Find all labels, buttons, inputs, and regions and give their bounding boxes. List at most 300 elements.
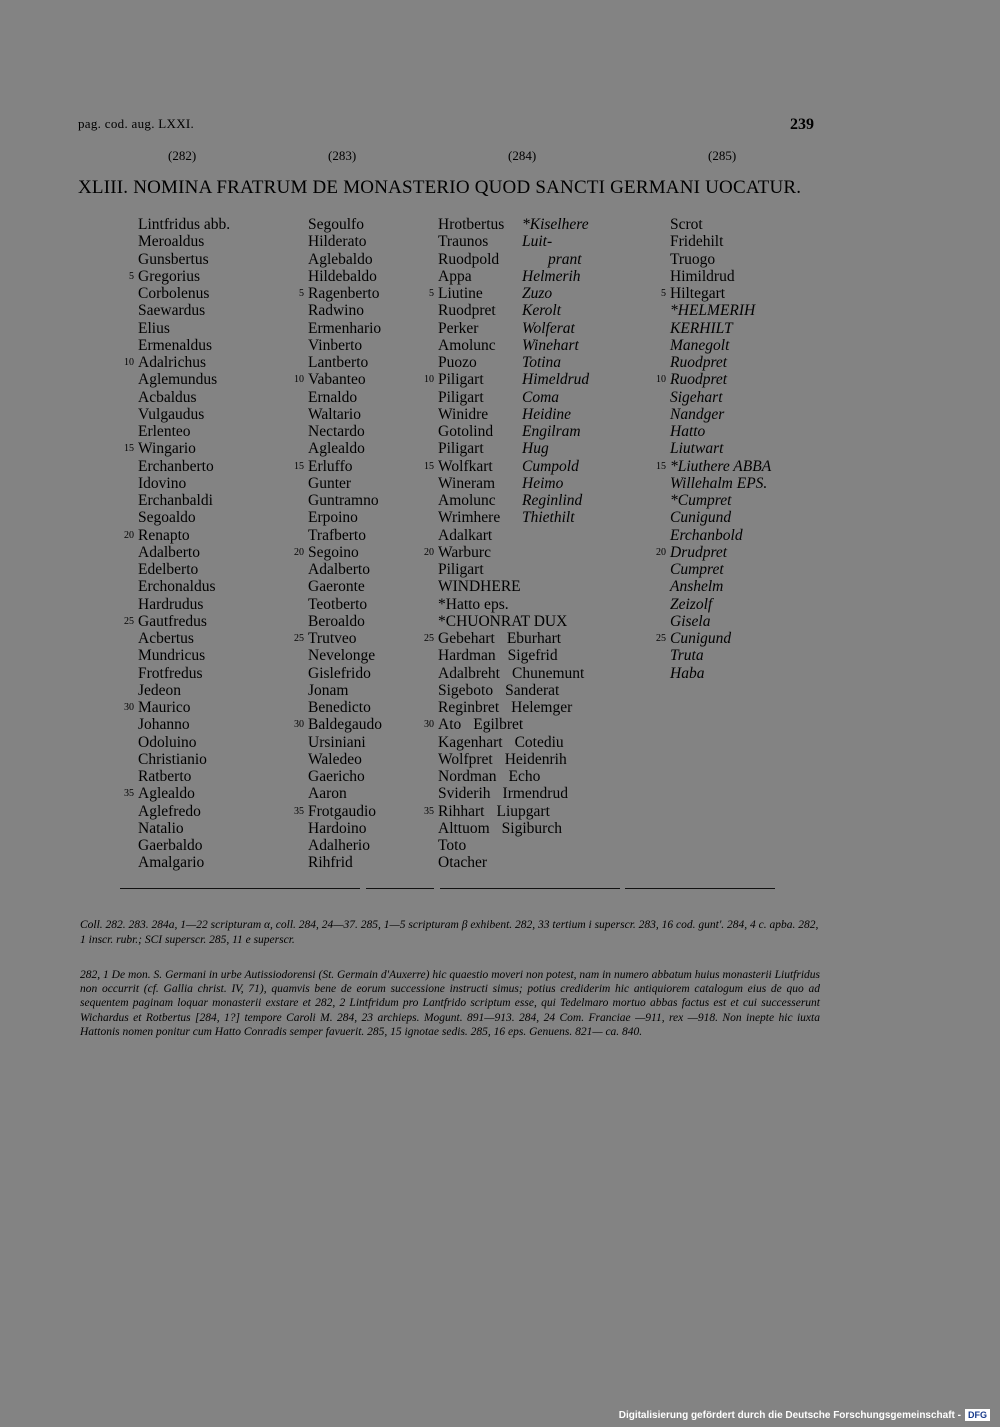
name-text-secondary: *Kiselhere bbox=[522, 216, 589, 233]
footnote-rule bbox=[120, 888, 360, 889]
name-entry bbox=[438, 251, 584, 268]
name-text: Hiltegart bbox=[670, 285, 726, 302]
name-text: Scrot bbox=[670, 216, 703, 233]
name-entry bbox=[670, 509, 771, 526]
name-text: Puozo bbox=[438, 354, 477, 371]
name-entry bbox=[438, 440, 584, 457]
name-entry bbox=[438, 682, 584, 699]
section-title: XLIII. NOMINA FRATRUM DE MONASTERIO QUOD SANCTI GERMANI UOCATUR. bbox=[78, 177, 802, 198]
name-entry bbox=[138, 371, 230, 388]
name-entry bbox=[438, 699, 584, 716]
name-entry bbox=[438, 596, 584, 613]
name-entry bbox=[294, 457, 382, 475]
line-number: 10 bbox=[424, 374, 434, 386]
name-entry bbox=[138, 578, 230, 595]
name-text: Aaron bbox=[308, 785, 347, 803]
name-entry bbox=[138, 682, 230, 699]
name-entry bbox=[438, 268, 584, 285]
name-text-secondary: Kerolt bbox=[522, 302, 562, 320]
name-entry bbox=[308, 440, 382, 457]
credit-text: Digitalisierung gefördert durch die Deutsche Forschungsgemeinschaft - bbox=[618, 1409, 961, 1421]
name-text: Piligart bbox=[438, 388, 484, 406]
line-number: 20 bbox=[656, 546, 666, 558]
name-text: Acbertus bbox=[138, 630, 194, 647]
name-text: Frotgaudio bbox=[308, 802, 377, 820]
name-entry bbox=[138, 337, 230, 354]
name-entry bbox=[438, 734, 584, 751]
dfg-logo: DFG bbox=[965, 1409, 990, 1421]
name-text: Jonam bbox=[308, 681, 349, 699]
name-text: Baldegaudo bbox=[308, 716, 383, 734]
name-entry bbox=[670, 354, 771, 371]
name-entry bbox=[138, 561, 230, 578]
name-entry bbox=[308, 561, 382, 578]
name-text-secondary: Chunemunt bbox=[511, 664, 585, 682]
name-entry bbox=[438, 406, 584, 423]
name-text-secondary: Liupgart bbox=[496, 802, 550, 820]
name-entry bbox=[138, 803, 230, 820]
name-text-secondary: Zuzo bbox=[522, 285, 553, 302]
name-text-secondary: Egilbret bbox=[473, 716, 524, 734]
name-text: Waltario bbox=[308, 405, 361, 423]
name-entry bbox=[308, 613, 382, 630]
name-entry bbox=[438, 320, 584, 337]
name-text-secondary: Sanderat bbox=[505, 681, 560, 699]
name-entry bbox=[438, 337, 584, 354]
name-text: Traunos bbox=[438, 233, 489, 251]
name-text: Sigeboto bbox=[438, 681, 494, 699]
name-text: Anshelm bbox=[670, 578, 724, 596]
name-text: Adalrichus bbox=[138, 354, 207, 371]
name-text: Otacher bbox=[438, 854, 488, 872]
name-text: Gaerbaldo bbox=[138, 837, 203, 854]
name-text: Waledeo bbox=[308, 750, 362, 768]
name-entry bbox=[138, 458, 230, 475]
name-entry bbox=[424, 457, 584, 475]
name-text: Renapto bbox=[138, 526, 190, 544]
name-entry bbox=[138, 630, 230, 647]
name-entry bbox=[438, 854, 584, 871]
name-entry bbox=[438, 751, 584, 768]
name-entry bbox=[308, 423, 382, 440]
name-entry bbox=[299, 285, 382, 302]
name-entry bbox=[670, 233, 771, 250]
name-entry bbox=[138, 544, 230, 561]
name-text-secondary: Hug bbox=[522, 440, 549, 458]
name-text: Lintfridus abb. bbox=[138, 216, 231, 233]
name-text: Gregorius bbox=[138, 267, 200, 285]
name-entry bbox=[294, 371, 382, 389]
name-text-secondary: Heimo bbox=[522, 474, 564, 492]
name-text: Willehalm EPS. bbox=[670, 474, 768, 492]
name-text: Ernaldo bbox=[308, 388, 358, 406]
column-number: (283) bbox=[328, 148, 357, 163]
name-text: Hardoino bbox=[308, 819, 367, 837]
name-text-secondary: Helemger bbox=[511, 699, 573, 716]
name-text: Hildebaldo bbox=[308, 267, 377, 285]
name-entry bbox=[138, 665, 230, 682]
name-entry bbox=[424, 716, 584, 734]
name-entry bbox=[294, 543, 382, 561]
line-number: 15 bbox=[424, 460, 434, 472]
name-entry bbox=[124, 612, 230, 630]
name-text: Reginbret bbox=[438, 699, 500, 716]
column-number: (284) bbox=[508, 148, 537, 163]
name-entry bbox=[424, 371, 590, 389]
column-number: (282) bbox=[168, 148, 197, 163]
name-entry bbox=[438, 527, 584, 544]
name-entry bbox=[138, 492, 230, 509]
name-entry bbox=[308, 251, 382, 268]
name-text: Gunter bbox=[308, 474, 352, 492]
name-entry bbox=[138, 734, 230, 751]
name-entry bbox=[670, 337, 771, 354]
name-text: Erluffo bbox=[308, 457, 353, 475]
line-number: 35 bbox=[424, 805, 434, 817]
name-text: Erchanbold bbox=[670, 526, 743, 544]
name-entry bbox=[129, 267, 230, 285]
name-entry bbox=[438, 613, 584, 630]
name-entry bbox=[308, 302, 382, 319]
name-text: Nordman bbox=[438, 768, 497, 785]
name-entry bbox=[138, 251, 230, 268]
name-text: Amalgario bbox=[138, 854, 205, 872]
name-entry bbox=[656, 457, 772, 475]
name-text: Zeizolf bbox=[670, 595, 713, 613]
name-text: Nevelonge bbox=[308, 647, 376, 665]
name-entry bbox=[308, 734, 382, 751]
name-entry bbox=[138, 820, 230, 837]
name-text: Warburc bbox=[438, 543, 491, 561]
name-text-secondary: Cotediu bbox=[514, 733, 564, 751]
name-text: Erpoino bbox=[308, 509, 358, 527]
name-entry bbox=[308, 320, 382, 337]
name-entry bbox=[424, 630, 584, 647]
name-entry bbox=[308, 682, 382, 699]
name-entry bbox=[138, 716, 230, 733]
name-text: Teotberto bbox=[308, 595, 368, 613]
name-text: Erchanbaldi bbox=[138, 492, 213, 509]
name-text: Ato bbox=[438, 716, 462, 734]
name-entry bbox=[308, 665, 382, 682]
name-text: Edelberto bbox=[138, 561, 199, 578]
name-entry bbox=[438, 216, 589, 233]
name-entry bbox=[138, 285, 230, 302]
name-text: Nectardo bbox=[308, 423, 365, 440]
name-text: Aglealdo bbox=[308, 440, 365, 458]
name-entry bbox=[429, 285, 584, 302]
name-text-secondary: Winehart bbox=[522, 336, 579, 354]
name-entry bbox=[438, 785, 584, 802]
name-entry bbox=[670, 216, 771, 233]
name-entry bbox=[138, 647, 230, 664]
name-text: Elius bbox=[138, 319, 170, 337]
name-text: Wolfpret bbox=[438, 750, 493, 768]
name-text: Vulgaudus bbox=[138, 405, 205, 423]
name-text: Beroaldo bbox=[308, 612, 365, 630]
name-text: Aglealdo bbox=[138, 785, 195, 803]
name-text: Ruodpret bbox=[438, 302, 496, 320]
name-text: Lantberto bbox=[308, 354, 369, 371]
name-text-secondary: Cumpold bbox=[522, 457, 579, 475]
name-entry bbox=[138, 406, 230, 423]
line-number: 30 bbox=[294, 719, 304, 731]
name-text: Truogo bbox=[670, 250, 716, 268]
footnote-rule bbox=[625, 888, 775, 889]
name-entry bbox=[670, 440, 771, 457]
name-text: Ragenberto bbox=[308, 285, 380, 302]
name-column-284 bbox=[424, 216, 590, 872]
name-text: Erchonaldus bbox=[138, 578, 216, 596]
name-text: Wrimhere bbox=[438, 509, 501, 527]
footnote-rule bbox=[366, 888, 434, 889]
name-text: Christianio bbox=[138, 750, 207, 768]
name-entry bbox=[656, 543, 771, 561]
name-text: Amolunc bbox=[438, 336, 496, 354]
name-text: Maurico bbox=[138, 699, 191, 716]
name-text-secondary: Wolferat bbox=[522, 319, 575, 337]
page-number: 239 bbox=[790, 116, 814, 133]
name-entry bbox=[656, 630, 771, 647]
name-entry bbox=[308, 233, 382, 250]
name-text-secondary: Himeldrud bbox=[522, 371, 590, 389]
name-entry bbox=[670, 302, 771, 319]
name-text: Meroaldus bbox=[138, 233, 205, 251]
name-entry bbox=[308, 647, 382, 664]
name-text: Jedeon bbox=[138, 681, 182, 699]
name-entry bbox=[670, 389, 771, 406]
name-text: Ermenhario bbox=[308, 319, 382, 337]
name-text: Acbaldus bbox=[138, 388, 197, 406]
name-entry bbox=[138, 302, 230, 319]
name-entry bbox=[308, 354, 382, 371]
line-number: 5 bbox=[299, 288, 304, 299]
name-text: Sviderih bbox=[438, 785, 491, 803]
name-entry bbox=[438, 302, 584, 319]
line-number: 15 bbox=[294, 460, 304, 472]
name-text: Segoino bbox=[308, 543, 359, 561]
name-entry bbox=[438, 665, 584, 682]
name-text: Gotolind bbox=[438, 423, 494, 440]
name-text: Ruodpret bbox=[670, 354, 728, 371]
name-text: Piligart bbox=[438, 440, 484, 458]
name-entry bbox=[138, 596, 230, 613]
name-text: Fridehilt bbox=[670, 233, 724, 251]
name-entry bbox=[138, 320, 230, 337]
name-entry bbox=[308, 596, 382, 613]
name-text: Trutveo bbox=[308, 630, 357, 647]
name-entry bbox=[438, 423, 584, 440]
name-text-secondary: Thiethilt bbox=[522, 509, 575, 527]
name-text: Ermenaldus bbox=[138, 336, 213, 354]
name-text: Toto bbox=[438, 837, 467, 854]
name-entry bbox=[294, 802, 382, 820]
name-text: Cumpret bbox=[670, 561, 724, 578]
name-entry bbox=[424, 543, 584, 561]
name-text: Vinberto bbox=[308, 336, 363, 354]
name-entry bbox=[124, 354, 230, 371]
name-text: Gautfredus bbox=[138, 612, 207, 630]
name-text-secondary: Irmendrud bbox=[502, 785, 568, 803]
name-text: Perker bbox=[438, 319, 479, 337]
name-entry bbox=[670, 647, 771, 664]
name-entry bbox=[438, 509, 584, 526]
line-number: 20 bbox=[424, 546, 434, 558]
name-text: Wolfkart bbox=[438, 457, 493, 475]
name-text: *Cumpret bbox=[670, 492, 732, 509]
name-text: Ratberto bbox=[138, 768, 192, 785]
name-text-secondary: Heidenrih bbox=[504, 750, 567, 768]
name-text: Drudpret bbox=[670, 543, 728, 561]
line-number: 35 bbox=[294, 805, 304, 817]
name-text: Idovino bbox=[138, 474, 187, 492]
name-text: Himildrud bbox=[670, 267, 735, 285]
line-number: 30 bbox=[424, 719, 434, 731]
name-entry bbox=[124, 785, 230, 803]
name-entry bbox=[308, 406, 382, 423]
name-entry bbox=[138, 423, 230, 440]
name-text: Hardman bbox=[438, 647, 496, 665]
name-text: Haba bbox=[670, 664, 705, 682]
name-text: Ruodpret bbox=[670, 371, 728, 389]
name-text: Johanno bbox=[138, 716, 190, 734]
name-entry bbox=[308, 578, 382, 595]
name-text: Benedicto bbox=[308, 699, 371, 716]
name-entry bbox=[424, 802, 584, 820]
name-text-secondary: Sigiburch bbox=[501, 819, 562, 837]
name-entry bbox=[308, 337, 382, 354]
name-text-secondary: prant bbox=[548, 250, 582, 268]
name-entry bbox=[670, 613, 771, 630]
name-entry bbox=[138, 233, 230, 250]
name-text: Wineram bbox=[438, 474, 496, 492]
name-text: *Liuthere ABBA bbox=[670, 457, 772, 475]
line-number: 25 bbox=[294, 633, 304, 644]
name-text: Nandger bbox=[670, 405, 725, 423]
commentary-notes: 282, 1 De mon. S. Germani in urbe Autissiodorensi (St. Germain d'Auxerre) hic quaestio moveri non potest, nam in numero abbatum huius monasterii Liutfridus non occurrit (cf. Gallia christ. IV, 71), quamvis bene de eorum successione instructi simus; potius crediderim hic antiquiorem catalogum eius de quo ad sequentem paginam loquar monasterii exstare et 282, 2 Lintfridum pro Lantfrido scriptum esse, qui Tedelmaro mortuo abbas factus est et cui successerunt Wichardus et Rotbertus [284, 1?] tempore Caroli M. 284, 23 archieps. Mogunt. 891—913. 284, 24 Com. Franciae —911, rex —918. Non inepte hic iuxta Hattonis nomen ponitur cum Hatto Conradis semper favuerit. 285, 15 ignotae sedis. 285, 16 eps. Genuens. 821— ca. 840. bbox=[80, 969, 820, 1038]
name-column-282 bbox=[124, 216, 231, 872]
name-text: Adalherio bbox=[308, 837, 370, 854]
name-entry bbox=[308, 475, 382, 492]
name-text: Vabanteo bbox=[308, 371, 366, 389]
name-text: Guntramno bbox=[308, 492, 379, 509]
name-text: Erchanberto bbox=[138, 457, 214, 475]
name-text: Ruodpold bbox=[438, 250, 500, 268]
name-text: Rihhart bbox=[438, 802, 485, 820]
name-text: Sigehart bbox=[670, 388, 723, 406]
name-text: Segoulfo bbox=[308, 216, 364, 233]
name-entry bbox=[438, 354, 584, 371]
name-text: Trafberto bbox=[308, 526, 366, 544]
name-text: Gunsbertus bbox=[138, 250, 209, 268]
name-entry bbox=[308, 699, 382, 716]
name-entry bbox=[670, 492, 771, 509]
name-text: Frotfredus bbox=[138, 664, 203, 682]
dfg-credit bbox=[619, 1409, 990, 1421]
name-text: Adalkart bbox=[438, 526, 493, 544]
line-number: 15 bbox=[124, 443, 134, 455]
name-text: WINDHERE bbox=[438, 578, 521, 596]
name-text-secondary: Eburhart bbox=[506, 630, 562, 647]
name-text: Manegolt bbox=[670, 336, 730, 354]
name-entry bbox=[138, 751, 230, 768]
name-text: Hrotbertus bbox=[438, 216, 505, 233]
name-entry bbox=[670, 561, 771, 578]
line-number: 25 bbox=[124, 615, 134, 627]
name-entry bbox=[308, 854, 382, 871]
name-text: Appa bbox=[438, 267, 472, 285]
name-entry bbox=[438, 475, 584, 492]
name-entry bbox=[438, 561, 584, 578]
line-number: 20 bbox=[294, 546, 304, 558]
name-text-secondary: Totina bbox=[522, 354, 562, 371]
name-entry bbox=[138, 768, 230, 785]
name-text: Piligart bbox=[438, 371, 484, 389]
name-entry bbox=[308, 785, 382, 802]
name-entry bbox=[138, 389, 230, 406]
line-number: 15 bbox=[656, 460, 666, 472]
name-text-secondary: Luit- bbox=[522, 233, 553, 251]
line-number: 10 bbox=[656, 374, 666, 386]
name-entry bbox=[294, 630, 382, 647]
name-text: Winidre bbox=[438, 405, 489, 423]
name-entry bbox=[438, 768, 584, 785]
name-text: KERHILT bbox=[670, 319, 733, 337]
name-text: Cunigund bbox=[670, 509, 732, 527]
name-entry bbox=[138, 509, 230, 526]
name-text: Kagenhart bbox=[438, 733, 503, 751]
name-entry bbox=[308, 216, 382, 233]
line-number: 35 bbox=[124, 788, 134, 800]
name-text: Saewardus bbox=[138, 302, 206, 320]
name-entry bbox=[308, 492, 382, 509]
name-text-secondary: Engilram bbox=[522, 423, 581, 440]
name-entry bbox=[670, 320, 771, 337]
name-entry bbox=[124, 440, 230, 458]
name-text: Liutine bbox=[438, 285, 483, 302]
line-number: 10 bbox=[294, 374, 304, 386]
critical-apparatus: Coll. 282. 283. 284a, 1—22 scripturam α, coll. 284, 24—37. 285, 1—5 scripturam β exhibent. 282, 33 tertium i superscr. 283, 16 cod. gunt'. 284, 4 c. apba. 282, 1 inscr. rubr.; SCI superscr. 285, 11 e superscr. bbox=[80, 919, 819, 946]
name-text: Corbolenus bbox=[138, 285, 210, 302]
name-entry bbox=[670, 665, 771, 682]
name-column-283 bbox=[294, 216, 383, 872]
name-entry bbox=[670, 251, 771, 268]
line-number: 5 bbox=[429, 288, 434, 299]
name-entry bbox=[124, 699, 230, 716]
line-number: 5 bbox=[661, 288, 666, 299]
name-text: Aglemundus bbox=[138, 371, 218, 389]
name-entry bbox=[438, 837, 584, 854]
name-entry bbox=[308, 820, 382, 837]
name-text: *HELMERIH bbox=[670, 302, 756, 320]
name-text-secondary: Coma bbox=[522, 388, 560, 406]
name-entry bbox=[308, 768, 382, 785]
name-entry bbox=[438, 389, 584, 406]
name-text-secondary: Reginlind bbox=[522, 492, 583, 509]
footnote-rule bbox=[440, 888, 620, 889]
name-text: Adalberto bbox=[308, 561, 370, 578]
line-number: 25 bbox=[424, 633, 434, 644]
name-text: *Hatto eps. bbox=[438, 595, 509, 613]
name-text: Gisela bbox=[670, 612, 711, 630]
name-entry bbox=[438, 578, 584, 595]
name-text: Gebehart bbox=[438, 630, 495, 647]
name-text: Hardrudus bbox=[138, 595, 204, 613]
running-header: pag. cod. aug. LXXI. bbox=[78, 116, 195, 131]
name-text: Adalberto bbox=[138, 543, 200, 561]
name-entry bbox=[661, 285, 771, 302]
name-entry bbox=[438, 233, 584, 250]
